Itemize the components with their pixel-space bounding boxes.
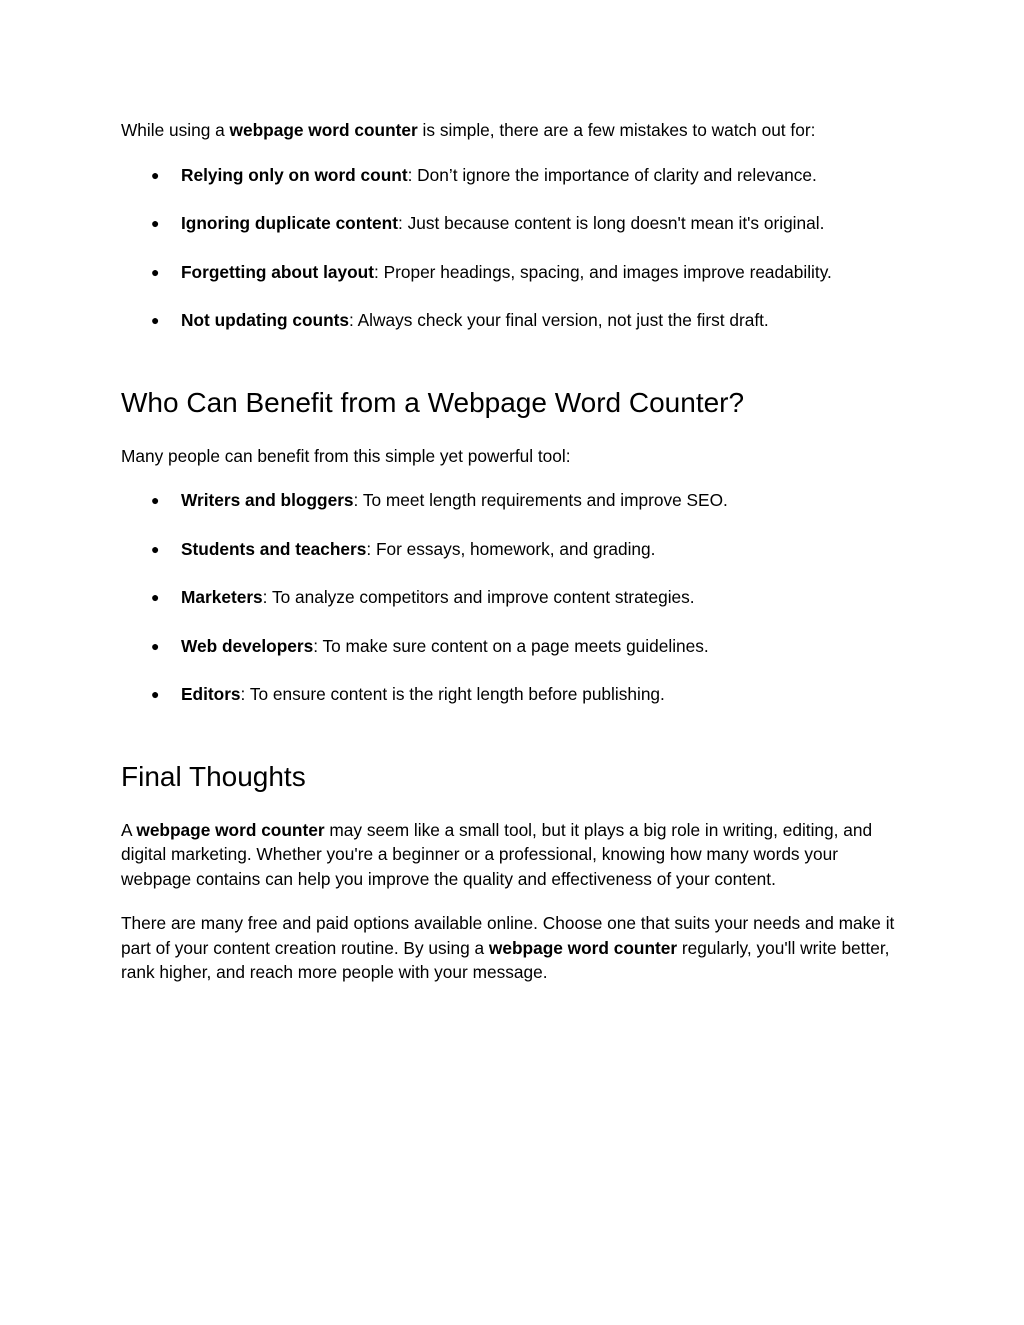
bullet-icon: ● <box>151 686 160 702</box>
list-item-text: : To make sure content on a page meets guidelines. <box>313 635 709 656</box>
benefit-heading: Who Can Benefit from a Webpage Word Counter? <box>121 386 745 418</box>
intro-keyword: webpage word counter <box>229 120 418 140</box>
list-item-term: Editors <box>181 684 241 704</box>
list-item <box>121 211 911 236</box>
bullet-icon: ● <box>151 637 160 654</box>
list-item <box>121 537 911 562</box>
list-item-text: : To meet length requirements and improve SEO. <box>353 490 728 510</box>
final-p2-start: There are many free and paid options available online. Choose one that suits your needs and make it part of your content creation routine. By using a <box>121 913 895 958</box>
final-p1-start: A <box>121 819 137 840</box>
document-page <box>121 118 911 985</box>
list-item-term: Students and teachers <box>181 538 367 559</box>
final-p1-end: may seem like a small tool, but it plays a big role in writing, editing, and digital marketing. Whether you're a beginner or a professional, knowing how many words your webpage contains can help you improve the quality and effectiveness of your content. <box>121 819 873 889</box>
bullet-icon: ● <box>151 312 160 328</box>
list-item-term: Not updating counts <box>181 310 349 330</box>
list-item-term: Marketers <box>181 587 263 607</box>
benefit-intro-paragraph: Many people can benefit from this simple yet powerful tool: <box>121 445 571 466</box>
final-p1-keyword: webpage word counter <box>136 819 325 840</box>
mistakes-list <box>121 163 911 333</box>
list-item <box>121 163 911 188</box>
final-paragraph-1 <box>121 818 911 892</box>
list-item-text: : To analyze competitors and improve content strategies. <box>262 587 695 607</box>
list-item-term: Forgetting about layout <box>181 261 374 282</box>
bullet-icon: ● <box>151 540 160 557</box>
bullet-icon: ● <box>151 263 160 280</box>
intro-paragraph <box>121 118 911 143</box>
list-item-term: Relying only on word count <box>181 164 408 185</box>
final-p2-end: regularly, you'll write better, rank higher, and reach more people with your message. <box>121 937 890 982</box>
bullet-icon: ● <box>151 589 160 605</box>
list-item-term: Ignoring duplicate content <box>181 213 398 233</box>
list-item-text: : Always check your final version, not just the first draft. <box>349 310 769 330</box>
list-item-term: Writers and bloggers <box>181 490 354 510</box>
bullet-icon: ● <box>151 215 160 231</box>
list-item <box>121 308 911 333</box>
list-item-term: Web developers <box>181 635 314 656</box>
list-item-text: : For essays, homework, and grading. <box>366 538 656 559</box>
intro-text-start: While using a <box>121 120 230 140</box>
list-item-text: : Just because content is long doesn't mean it's original. <box>397 213 825 233</box>
final-p2-keyword: webpage word counter <box>488 937 678 958</box>
bullet-icon: ● <box>151 492 160 508</box>
list-item-text: : To ensure content is the right length before publishing. <box>240 684 665 704</box>
final-paragraph-2 <box>121 911 911 985</box>
list-item <box>121 260 911 285</box>
list-item-text: : Don’t ignore the importance of clarity and relevance. <box>407 164 817 185</box>
list-item <box>121 634 911 659</box>
list-item <box>121 585 911 610</box>
intro-text-end: is simple, there are a few mistakes to watch out for: <box>417 120 816 140</box>
list-item-text: : Proper headings, spacing, and images improve readability. <box>373 261 832 282</box>
final-heading: Final Thoughts <box>121 760 306 792</box>
benefit-list <box>121 488 911 707</box>
list-item <box>121 488 911 513</box>
list-item <box>121 682 911 707</box>
bullet-icon: ● <box>151 166 160 183</box>
